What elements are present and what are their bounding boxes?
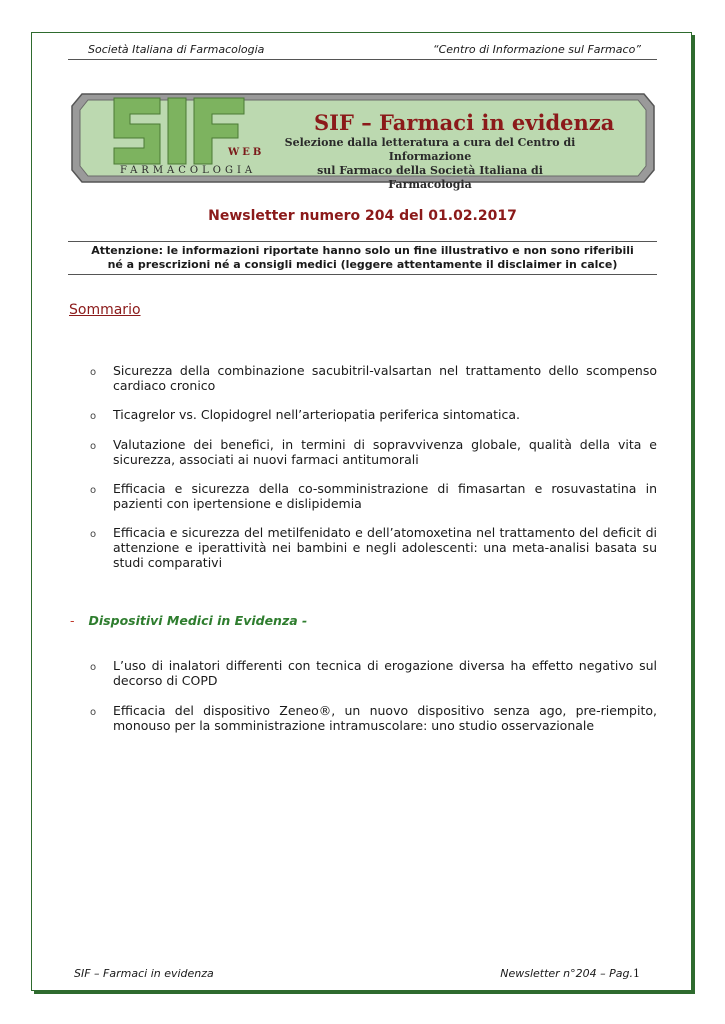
footer-page-number: 1 [633, 967, 640, 980]
device-item[interactable] [90, 703, 657, 733]
sif-banner [68, 84, 658, 192]
devices-section-heading [70, 613, 307, 628]
header-society: Società Italiana di Farmacologia [88, 43, 265, 56]
bullet-icon: o [90, 367, 97, 378]
section-dash: - [70, 613, 75, 628]
banner-subtitle [282, 136, 578, 192]
running-header [68, 42, 657, 60]
bullet-icon: o [90, 485, 97, 496]
summary-heading: Sommario [69, 302, 141, 318]
summary-item-text: Efficacia e sicurezza del metilfenidato e dell’atomoxetina nel trattamento del deficit di attenzione e iperattività nei bambini e negli adolescenti: una meta-analisi basata su studi comparativi [113, 525, 657, 570]
logo-web-text: WEB [228, 147, 265, 158]
header-centro: “Centro di Informazione sul Farmaco” [432, 43, 641, 56]
device-item-text: Efficacia del dispositivo Zeneo®, un nuovo dispositivo senza ago, pre-riempito, monouso per la somministrazione intramuscolare: uno studio osservazionale [113, 703, 657, 733]
bullet-icon: o [90, 411, 97, 422]
summary-item[interactable] [90, 437, 657, 467]
summary-item[interactable] [90, 525, 657, 570]
bullet-icon: o [90, 662, 97, 673]
summary-item-text: Sicurezza della combinazione sacubitril-valsartan nel trattamento dello scompenso cardiaco cronico [113, 363, 657, 393]
summary-item[interactable] [90, 407, 657, 422]
device-item[interactable] [90, 658, 657, 688]
disclaimer-line1: Attenzione: le informazioni riportate hanno solo un fine illustrativo e non sono riferibili [91, 244, 634, 257]
summary-item-text: Efficacia e sicurezza della co-somministrazione di fimasartan e rosuvastatina in pazienti con ipertensione e dislipidemia [113, 481, 657, 511]
summary-item-text: Ticagrelor vs. Clopidogrel nell’arteriopatia periferica sintomatica. [113, 407, 521, 422]
logo-farmacologia-text: FARMACOLOGIA [120, 165, 257, 176]
bullet-icon: o [90, 441, 97, 452]
device-item-text: L’uso di inalatori differenti con tecnica di erogazione diversa ha effetto negativo sul decorso di COPD [113, 658, 657, 688]
newsletter-title: Newsletter numero 204 del 01.02.2017 [208, 208, 517, 224]
footer-newsletter: Newsletter n°204 – Pag. [500, 967, 633, 980]
footer-page-info [500, 967, 640, 980]
summary-item[interactable] [90, 481, 657, 511]
summary-item[interactable] [90, 363, 657, 393]
bullet-icon: o [90, 707, 97, 718]
banner-subtitle-line2: sul Farmaco della Società Italiana di Farmacologia [317, 164, 543, 191]
banner-title: SIF – Farmaci in evidenza [314, 110, 615, 135]
bullet-icon: o [90, 529, 97, 540]
footer-title: SIF – Farmaci in evidenza [74, 967, 214, 980]
devices-heading-text: Dispositivi Medici in Evidenza - [88, 613, 308, 628]
banner-subtitle-line1: Selezione dalla letteratura a cura del Centro di Informazione [284, 136, 576, 163]
disclaimer [68, 241, 657, 275]
summary-item-text: Valutazione dei benefici, in termini di sopravvivenza globale, qualità della vita e sicurezza, associati ai nuovi farmaci antitumorali [113, 437, 657, 467]
disclaimer-line2: né a prescrizioni né a consigli medici (leggere attentamente il disclaimer in calce) [107, 258, 618, 271]
